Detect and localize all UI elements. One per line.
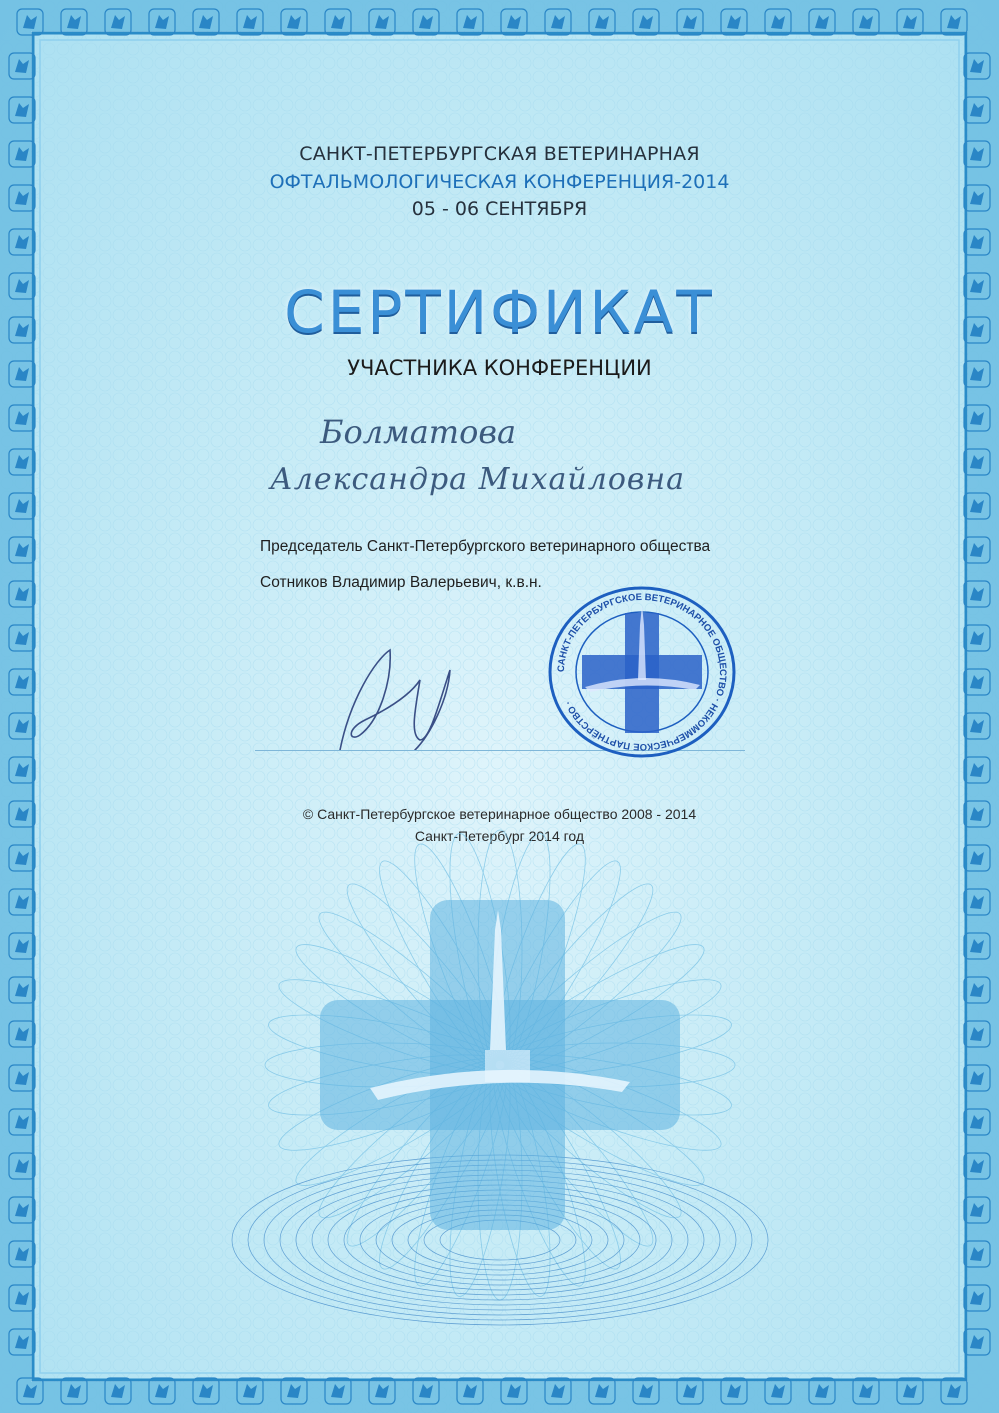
handwritten-signature — [320, 640, 470, 760]
certificate-subtitle: УЧАСТНИКА КОНФЕРЕНЦИИ — [347, 356, 652, 380]
certificate-title: СЕРТИФИКАТ — [284, 278, 715, 346]
conference-dates: 05 - 06 СЕНТЯБРЯ — [411, 198, 588, 220]
cross-emblem-watermark — [200, 820, 800, 1340]
organization-seal — [545, 585, 740, 760]
seal-ring-text: САНКТ-ПЕТЕРБУРГСКОЕ ВЕТЕРИНАРНОЕ ОБЩЕСТВО · НЕКОММЕРЧЕСКОЕ ПАРТНЁРСТВО · — [555, 591, 729, 753]
conference-header-line-1: САНКТ-ПЕТЕРБУРГСКАЯ ВЕТЕРИНАРНАЯ — [299, 143, 700, 165]
conference-header-line-2: ОФТАЛЬМОЛОГИЧЕСКАЯ КОНФЕРЕНЦИЯ-2014 — [269, 171, 730, 193]
chairman-title: Председатель Санкт-Петербургского ветеринарного общества — [260, 538, 711, 555]
participant-surname: Болматова — [320, 413, 517, 451]
chairman-name: Сотников Владимир Валерьевич, к.в.н. — [260, 574, 542, 591]
copyright-notice: © Санкт-Петербургское ветеринарное общество 2008 - 2014 — [302, 806, 697, 822]
city-and-year: Санкт-Петербург 2014 год — [414, 828, 585, 844]
participant-given-names: Александра Михайловна — [270, 462, 686, 497]
